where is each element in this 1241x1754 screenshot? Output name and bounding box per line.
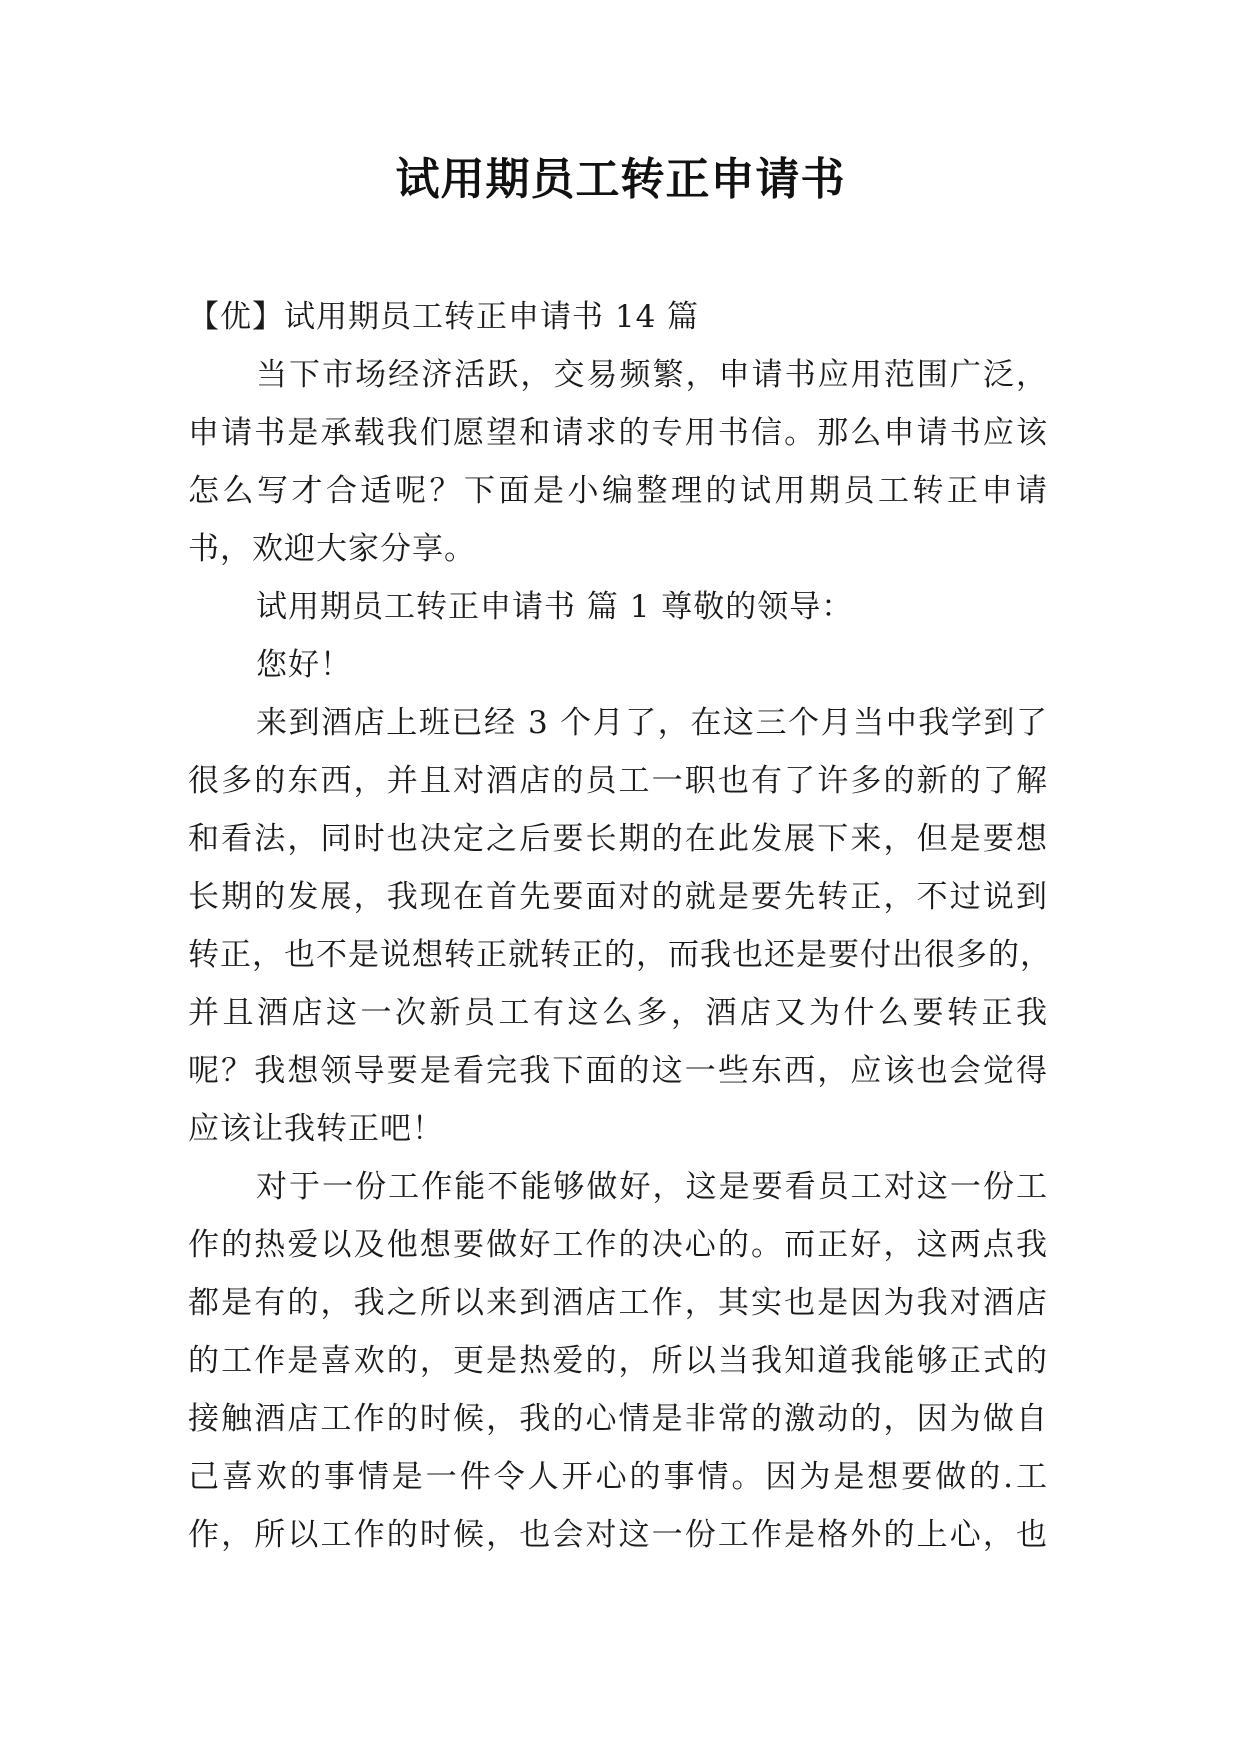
text-line: 和看法，同时也决定之后要长期的在此发展下来，但是要想: [188, 821, 1048, 857]
text-line: 长期的发展，我现在首先要面对的就是要先转正，不过说到: [188, 879, 1048, 915]
text-line: 书，欢迎大家分享。: [188, 531, 476, 567]
text-line: 呢？我想领导要是看完我下面的这一些东西，应该也会觉得: [188, 1053, 1048, 1089]
text-line: 作，所以工作的时候，也会对这一份工作是格外的上心，也: [188, 1517, 1048, 1553]
text-line: 转正，也不是说想转正就转正的，而我也还是要付出很多的，: [188, 937, 1052, 973]
text-line: 很多的东西，并且对酒店的员工一职也有了许多的新的了解: [188, 763, 1048, 799]
text-line: 作的热爱以及他想要做好工作的决心的。而正好，这两点我: [188, 1227, 1048, 1263]
text-line: 申请书是承载我们愿望和请求的专用书信。那么申请书应该: [188, 415, 1048, 451]
text-line: 并且酒店这一次新员工有这么多，酒店又为什么要转正我: [188, 995, 1048, 1031]
text-line: 怎么写才合适呢？下面是小编整理的试用期员工转正申请: [188, 473, 1048, 509]
text-line: 来到酒店上班已经 3 个月了，在这三个月当中我学到了: [256, 705, 1048, 741]
text-line: 对于一份工作能不能够做好，这是要看员工对这一份工: [256, 1169, 1048, 1205]
document-body: [188, 288, 1052, 1564]
text-line: 当下市场经济活跃，交易频繁，申请书应用范围广泛，: [256, 357, 1048, 393]
salutation-line: 试用期员工转正申请书 篇 1 尊敬的领导：: [256, 589, 854, 625]
text-line: 的工作是喜欢的，更是热爱的，所以当我知道我能够正式的: [188, 1343, 1048, 1379]
text-line: 己喜欢的事情是一件令人开心的事情。因为是想要做的.工: [188, 1459, 1048, 1495]
document-title: 试用期员工转正申请书: [395, 154, 846, 205]
text-line: 应该让我转正吧！: [188, 1111, 444, 1147]
text-line: 都是有的，我之所以来到酒店工作，其实也是因为我对酒店: [188, 1285, 1048, 1321]
greeting-line: 您好！: [256, 647, 352, 683]
document-heading: 【优】试用期员工转正申请书 14 篇: [188, 299, 700, 335]
text-line: 接触酒店工作的时候，我的心情是非常的激动的，因为做自: [188, 1401, 1048, 1437]
